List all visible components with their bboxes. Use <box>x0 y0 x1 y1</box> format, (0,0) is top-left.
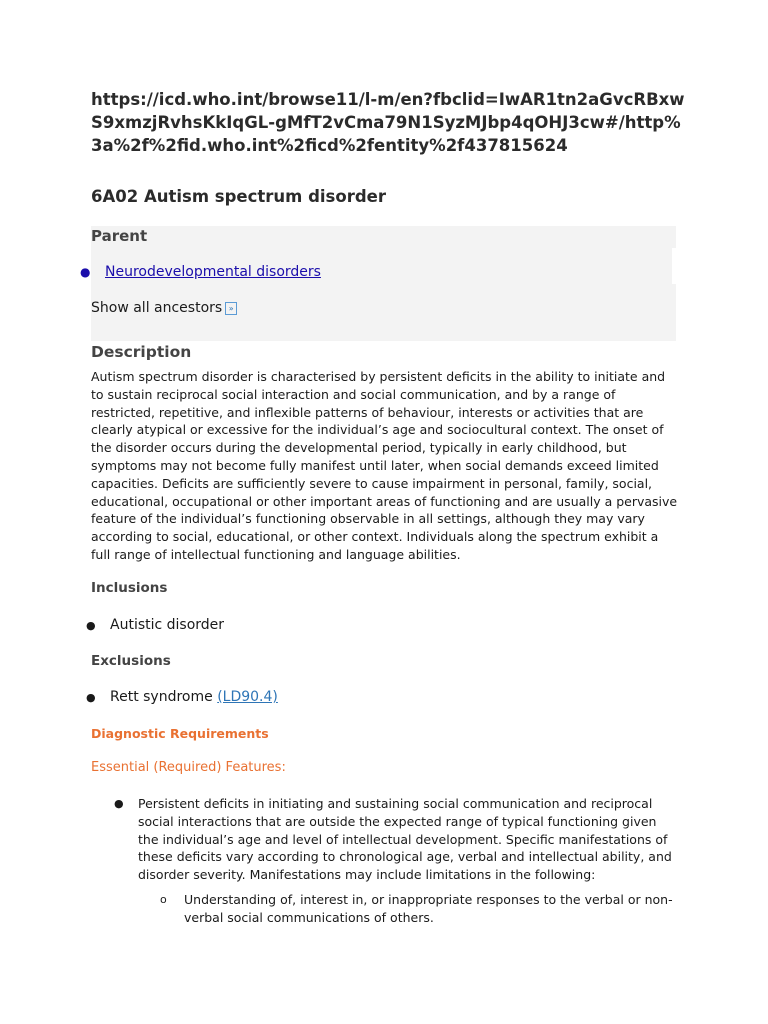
diagnostic-requirements-heading: Diagnostic Requirements <box>91 726 269 741</box>
bullet-icon: ● <box>80 265 91 279</box>
bullet-icon: ● <box>86 619 96 632</box>
parent-list-item <box>80 264 321 280</box>
description-text: Autism spectrum disorder is characterised by persistent deficits in the ability to initiate and to sustain reciprocal social interaction and social communication, and by a range of restricted, repetitive, and inflexible patterns of behaviour, interests or activities that are clearly atypical or excessive for the individual’s age and sociocultural context. The onset of the disorder occurs during the developmental period, typically in early childhood, but symptoms may not become fully manifest until later, when social demands exceed limited capacities. Deficits are sufficiently severe to cause impairment in personal, family, social, educational, occupational or other important areas of functioning and are usually a pervasive feature of the individual’s functioning observable in all settings, although they may vary according to social, educational, or other context. Individuals along the spectrum exhibit a full range of intellectual functioning and language abilities. <box>91 369 678 562</box>
inclusions-heading: Inclusions <box>91 580 168 596</box>
parent-link[interactable]: Neurodevelopmental disorders <box>105 264 321 280</box>
panel-gap <box>672 248 682 284</box>
requirement-item <box>114 795 679 884</box>
requirement-subitem <box>160 891 680 927</box>
requirement-subitem-text: Understanding of, interest in, or inappropriate responses to the verbal or non-verbal social communications of others. <box>184 892 673 925</box>
exclusion-code-link[interactable]: (LD90.4) <box>217 689 278 705</box>
chevron-down-icon[interactable]: » <box>225 302 237 315</box>
exclusions-heading: Exclusions <box>91 653 171 669</box>
bullet-icon: ● <box>86 691 96 704</box>
exclusion-label: Rett syndrome <box>110 689 218 705</box>
page-title: 6A02 Autism spectrum disorder <box>91 187 386 206</box>
source-url: https://icd.who.int/browse11/l-m/en?fbclid=IwAR1tn2aGvcRBxwS9xmzjRvhsKkIqGL-gMfT2vCma79N1SyzMJbp4qOHJ3cw#/http%3a%2f%2fid.who.int%2ficd%2fentity%2f437815624 <box>91 90 685 155</box>
parent-panel <box>91 226 676 341</box>
parent-heading: Parent <box>91 227 148 245</box>
inclusion-item <box>86 617 224 633</box>
exclusion-item <box>86 689 278 705</box>
essential-features-subheading: Essential (Required) Features: <box>91 760 286 775</box>
bullet-icon: ● <box>114 797 124 810</box>
circle-bullet-icon: o <box>160 893 167 906</box>
inclusion-label: Autistic disorder <box>110 617 225 633</box>
show-ancestors-label: Show all ancestors <box>91 300 223 316</box>
show-ancestors-toggle[interactable] <box>91 300 237 316</box>
requirement-text: Persistent deficits in initiating and sustaining social communication and reciprocal social interactions that are outside the expected range of typical functioning given the individual’s age and level of intellectual development. Specific manifestations of these deficits vary according to chronological age, verbal and intellectual ability, and disorder severity. Manifestations may include limitations in the following: <box>138 796 672 883</box>
description-heading: Description <box>91 343 192 361</box>
